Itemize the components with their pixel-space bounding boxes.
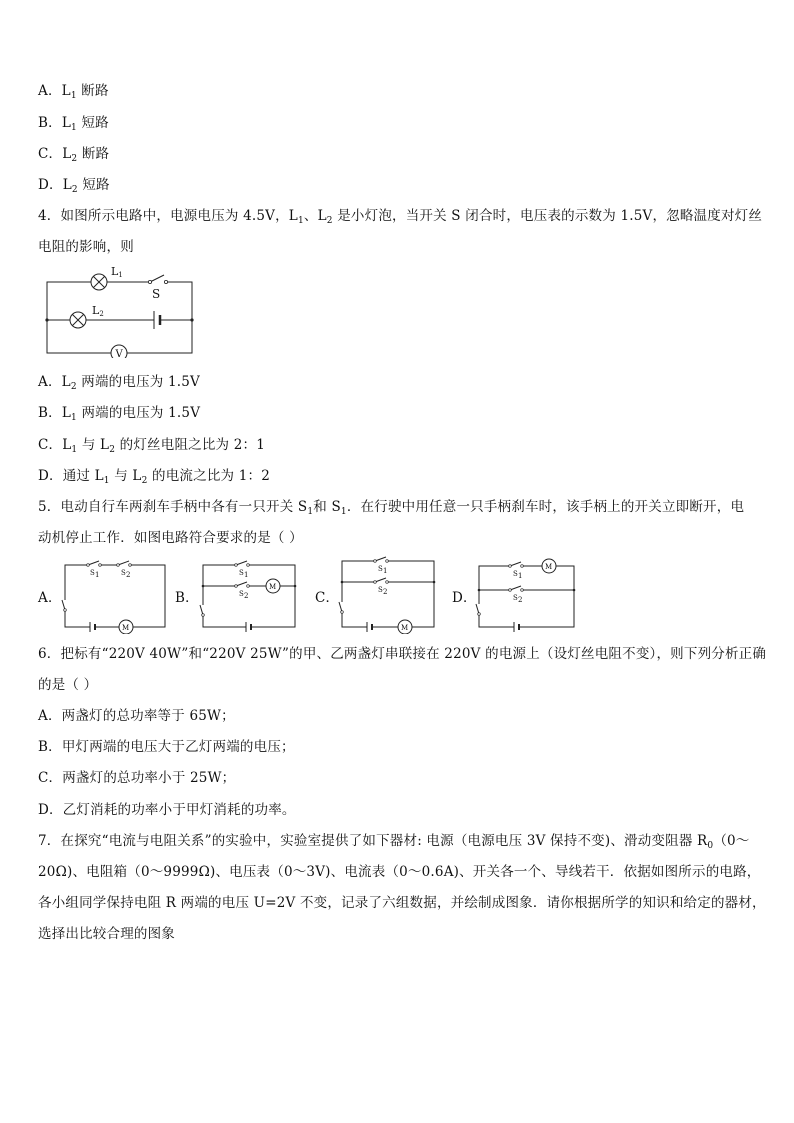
q6-option-d: D．乙灯消耗的功率小于甲灯消耗的功率。 (38, 802, 296, 818)
svg-text:L2: L2 (92, 304, 104, 318)
svg-text:2: 2 (518, 596, 523, 604)
svg-text:S: S (513, 570, 518, 578)
q5-circuit-d (474, 556, 584, 634)
svg-text:V: V (115, 349, 123, 358)
svg-text:2: 2 (244, 592, 249, 600)
q7-stem-line1: 7．在探究“电流与电阻关系”的实验中，实验室提供了如下器材: 电源（电源电压 3V 保持不变)、滑动变阻器 $R_0(0\sim$ (38, 833, 750, 851)
svg-text:S: S (239, 590, 244, 598)
lamp-l2-icon (70, 312, 86, 328)
svg-text:S: S (121, 569, 126, 577)
q4-option-a: A．$L_2$ 两端的电压为 1.5V (38, 374, 200, 392)
q4-stem-line2: 电阻的影响，则 (38, 239, 134, 255)
svg-text:1: 1 (383, 567, 388, 575)
svg-text:S: S (90, 569, 95, 577)
q6-stem-line2: 的是（ ） (38, 677, 98, 693)
svg-text:1: 1 (95, 571, 100, 579)
q5-circuit-b (198, 560, 308, 634)
svg-text:M: M (545, 563, 553, 571)
q5-choice-c-label: C． (315, 590, 340, 606)
q6-stem-line1: 6．把标有“220V 40W”和“220V 25W”的甲、乙两盏灯串联接在 220V 的电源上（设灯丝电阻不变），则下列分析正确 (38, 646, 767, 662)
svg-text:2: 2 (126, 571, 131, 579)
svg-text:M: M (122, 624, 130, 632)
q5-stem-line1: 5．电动自行车两刹车手柄中各有一只开关 $S_1$和 $S_1$．在行驶中用任意一只手柄刹车时，该手柄上的开关立即断开，电 (38, 499, 745, 517)
q4-option-c: C．$L_1$ 与 $L_2$ 的灯丝电阻之比为 2：1 (38, 437, 266, 455)
lamp-l1-icon (91, 274, 107, 290)
q7-stem-line4: 选择出比较合理的图象 (38, 926, 175, 942)
q3-option-b: B．$L_1$ 短路 (38, 115, 109, 133)
svg-text:L1: L1 (111, 265, 123, 279)
svg-text:1: 1 (244, 571, 249, 579)
svg-text:1: 1 (518, 572, 523, 580)
battery-icon (154, 311, 161, 329)
voltmeter-icon (111, 345, 127, 358)
q7-stem-line3: 各小组同学保持电阻 R 两端的电压 U=2V 不变，记录了六组数据，并绘制成图象．请你根据所学的知识和给定的器材， (38, 895, 766, 911)
q4-stem-line1: 4．如图所示电路中，电源电压为 4.5V，$L_1$、$L_2$ 是小灯泡，当开关 S 闭合时，电压表的示数为 1.5V，忽略温度对灯丝 (38, 208, 763, 226)
q3-option-a: A．$L_1$ 断路 (38, 83, 109, 101)
q5-choice-d-label: D． (452, 590, 477, 606)
q5-choice-a-label: A． (38, 590, 62, 606)
svg-text:2: 2 (383, 588, 388, 596)
q5-circuit-c (337, 556, 447, 634)
svg-text:M: M (269, 583, 277, 591)
svg-text:S: S (378, 586, 383, 594)
q7-stem-line2: 20Ω)、电阻箱（0～9999Ω)、电压表（0～3V)、电流表（0～0.6A)、开关各一个、导线若干．依据如图所示的电路， (38, 864, 761, 880)
q3-option-d: D．$L_2$ 短路 (38, 177, 110, 195)
svg-text:M: M (401, 624, 409, 632)
q4-option-d: D．通过 $L_1$ 与 $L_2$ 的电流之比为 1：2 (38, 468, 270, 486)
q5-stem-line2: 动机停止工作．如图电路符合要求的是（ ） (38, 530, 303, 546)
q6-option-b: B．甲灯两端的电压大于乙灯两端的电压； (38, 739, 295, 755)
q5-circuit-a (60, 560, 170, 634)
svg-text:S: S (239, 569, 244, 577)
switch-label: S (152, 287, 161, 301)
q6-option-c: C．两盏灯的总功率小于 25W； (38, 770, 236, 786)
svg-text:S: S (513, 594, 518, 602)
q5-choice-b-label: B． (175, 590, 199, 606)
q6-option-a: A．两盏灯的总功率等于 65W； (38, 708, 235, 724)
q4-option-b: B．$L_1$ 两端的电压为 1.5V (38, 405, 201, 423)
q3-option-c: C．$L_2$ 断路 (38, 146, 110, 164)
svg-text:S: S (378, 565, 383, 573)
q4-circuit-diagram (40, 262, 200, 358)
